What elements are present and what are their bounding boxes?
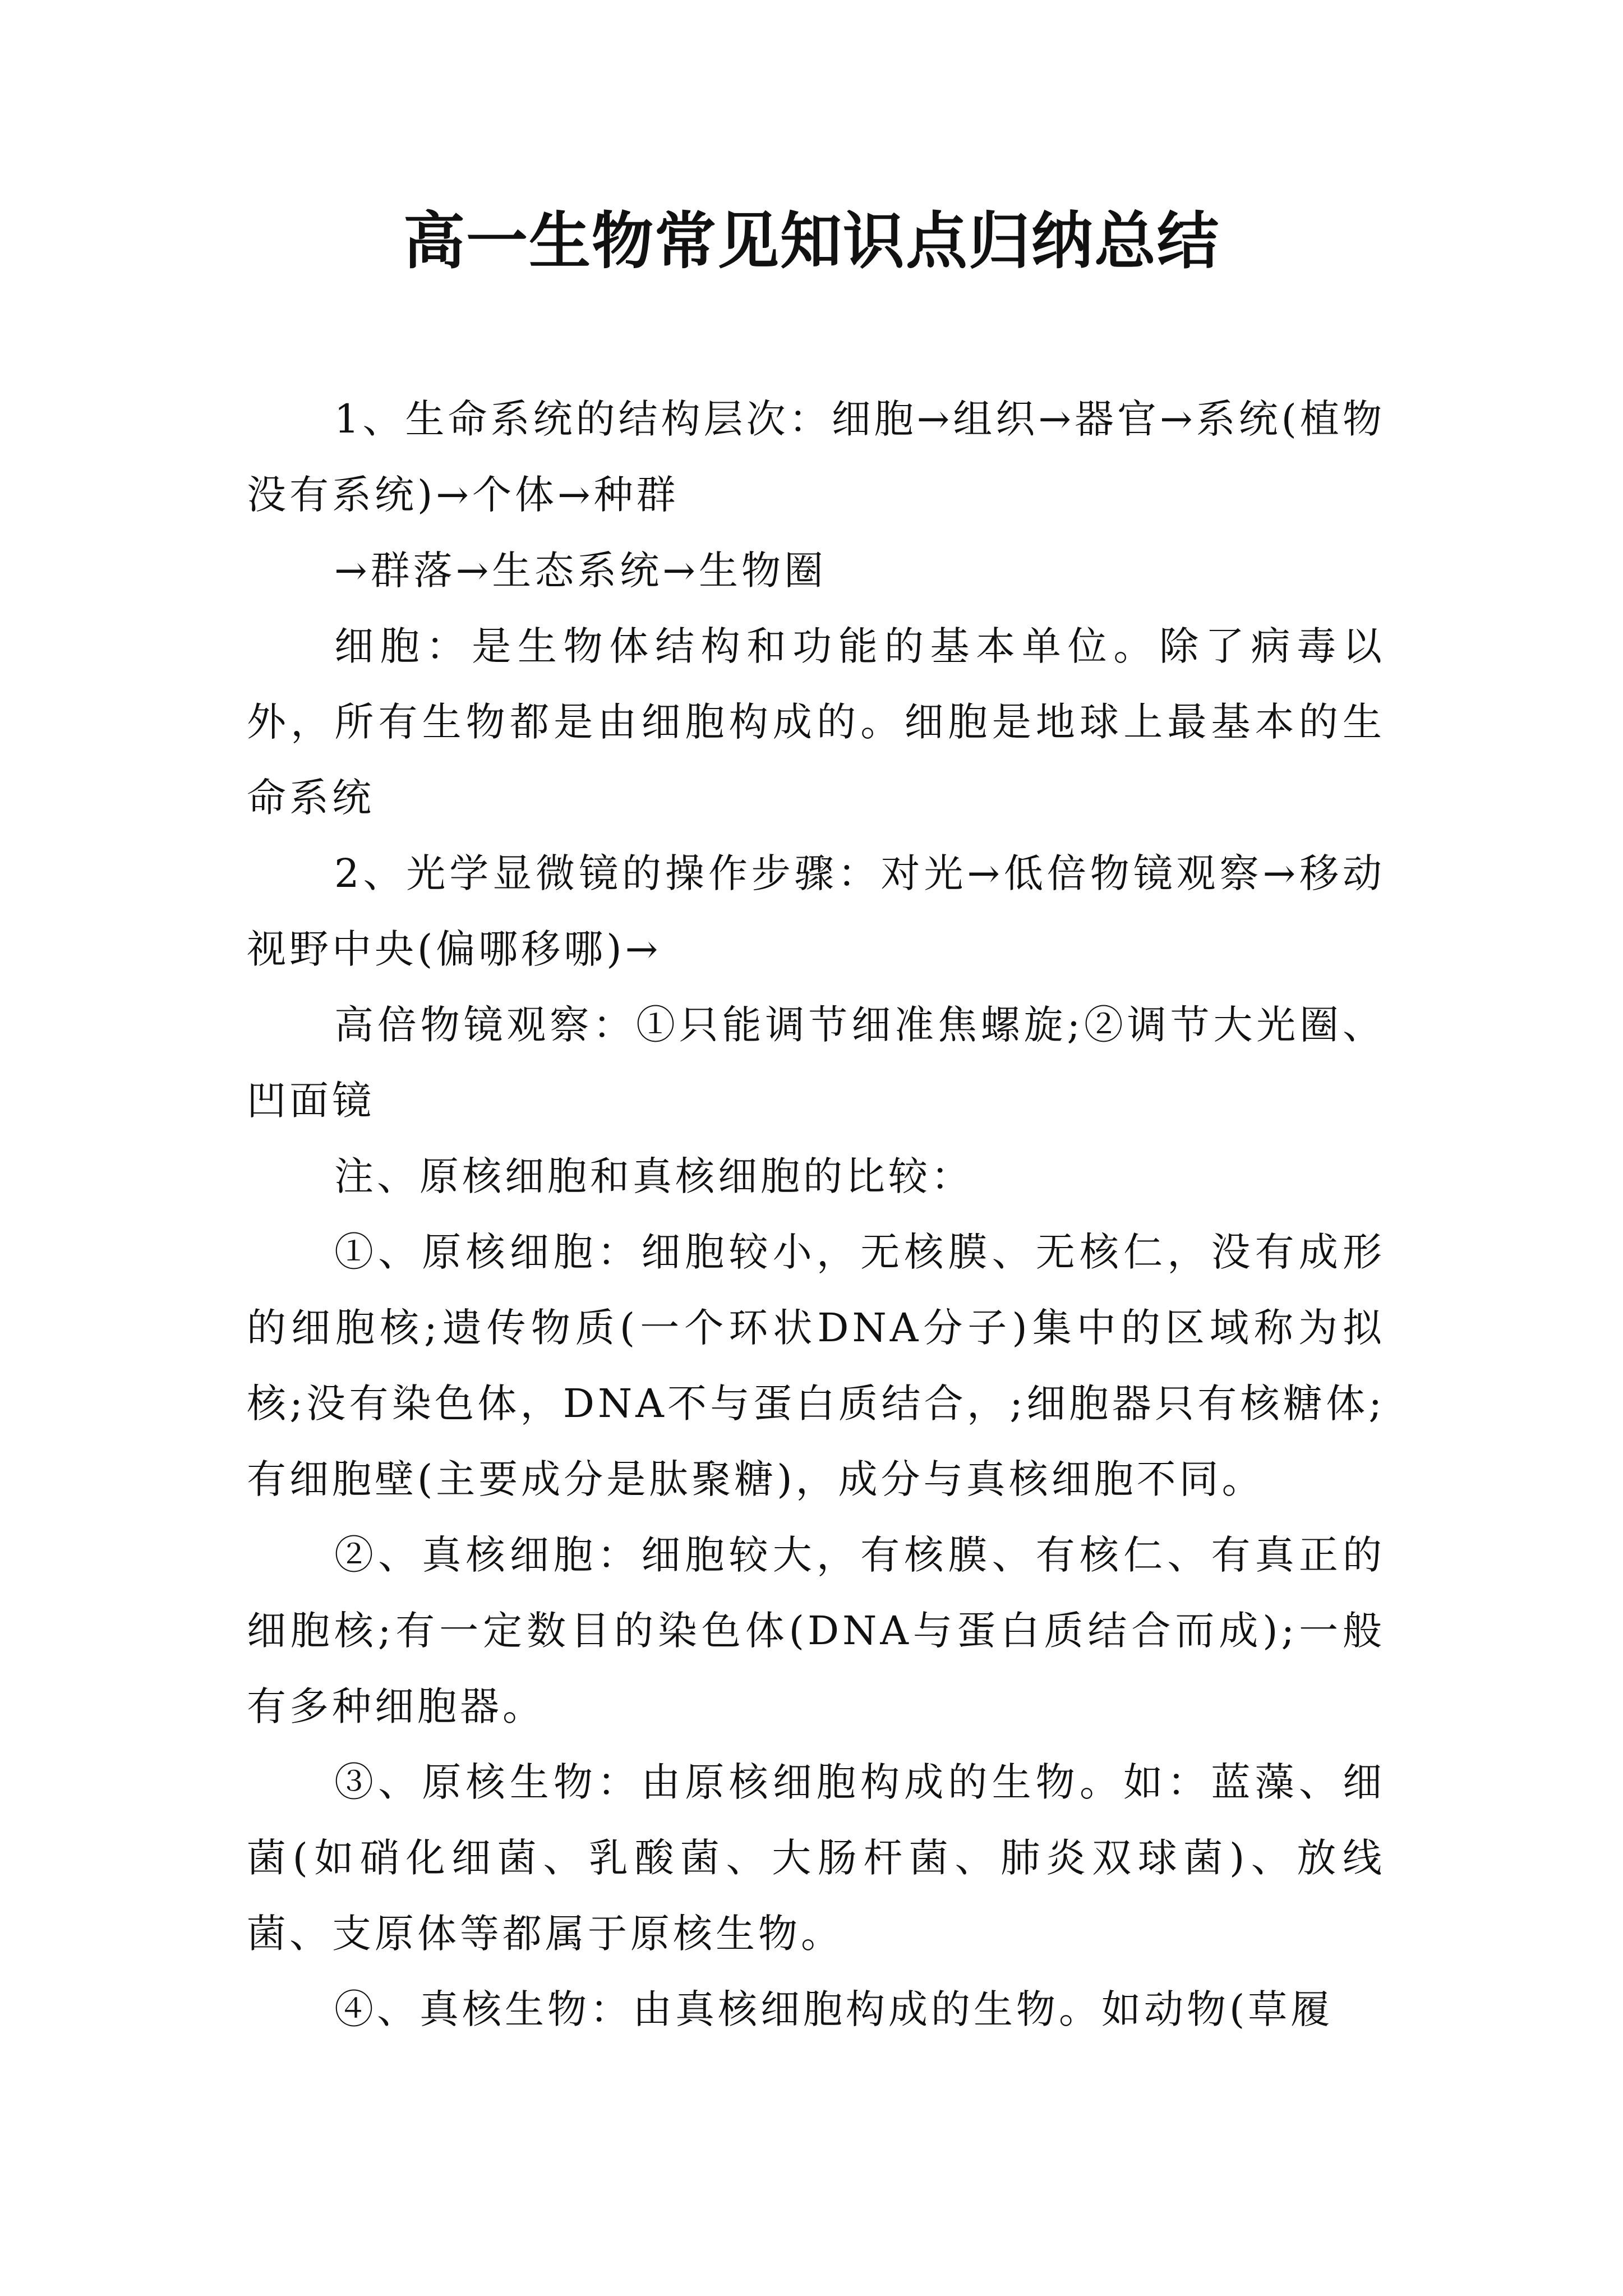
- document-body: [247, 381, 1385, 2047]
- paragraph-comparison-note: 注、原核细胞和真核细胞的比较：: [334, 1153, 974, 1199]
- paragraph-prokaryotes: ③、原核生物：由原核细胞构成的生物。如：蓝藻、细菌(如硝化细菌、乳酸菌、大肠杆菌、肺炎双球菌)、放线菌、支原体等都属于原核生物。: [247, 1759, 1385, 1957]
- paragraph-eukaryotes: ④、真核生物：由真核细胞构成的生物。如动物(草履: [334, 1986, 1334, 2032]
- paragraph-structure-levels-cont: →群落→生态系统→生物圈: [334, 547, 827, 593]
- paragraph-high-power-objective: 高倍物镜观察：①只能调节细准焦螺旋;②调节大光圈、凹面镜: [247, 1002, 1385, 1124]
- paragraph-structure-levels: 1、生命系统的结构层次：细胞→组织→器官→系统(植物没有系统)→个体→种群: [247, 396, 1385, 518]
- paragraph-prokaryotic-cell: ①、原核细胞：细胞较小，无核膜、无核仁，没有成形的细胞核;遗传物质(一个环状DNA分子)集中的区域称为拟核;没有染色体，DNA不与蛋白质结合，;细胞器只有核糖体;有细胞壁(主要成分是肽聚糖)，成分与真核细胞不同。: [247, 1229, 1385, 1502]
- document-title: 高一生物常见知识点归纳总结: [403, 205, 1220, 277]
- paragraph-eukaryotic-cell: ②、真核细胞：细胞较大，有核膜、有核仁、有真正的细胞核;有一定数目的染色体(DNA与蛋白质结合而成);一般有多种细胞器。: [247, 1532, 1385, 1729]
- paragraph-cell-definition: 细胞：是生物体结构和功能的基本单位。除了病毒以外，所有生物都是由细胞构成的。细胞是地球上最基本的生命系统: [247, 623, 1385, 821]
- paragraph-microscope-steps: 2、光学显微镜的操作步骤：对光→低倍物镜观察→移动视野中央(偏哪移哪)→: [247, 850, 1385, 972]
